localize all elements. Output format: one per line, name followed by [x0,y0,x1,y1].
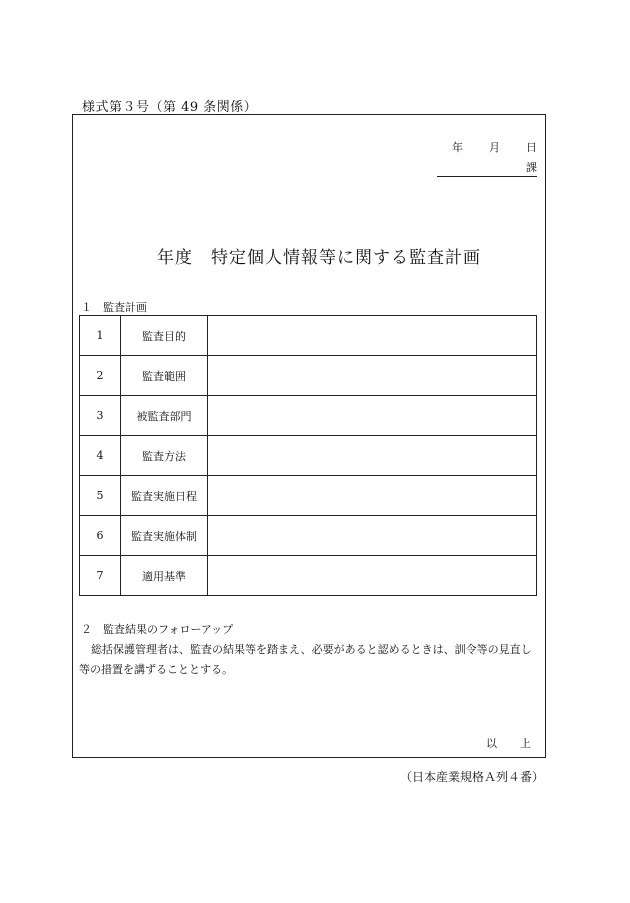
row-value [208,476,537,516]
form-label: 様式第３号（第 49 条関係） [82,100,258,115]
table-row [80,356,537,396]
row-item: 監査範囲 [121,356,208,396]
row-item: 適用基準 [121,556,208,596]
audit-plan-table [79,315,537,596]
closing-mark: 以 上 [486,737,537,750]
row-item: 被監査部門 [121,396,208,436]
table-row [80,556,537,596]
row-number: 4 [80,436,121,476]
row-number: 1 [80,316,121,356]
table-row [80,436,537,476]
paper-standard-note: （日本産業規格Ａ列４番） [399,770,544,784]
row-value [208,436,537,476]
row-number: 5 [80,476,121,516]
section2-heading: ２ 監査結果のフォローアップ [81,623,234,636]
table-row [80,476,537,516]
row-number: 6 [80,516,121,556]
row-number: 2 [80,356,121,396]
date-month-label: 月 [489,141,500,154]
form-frame [72,114,546,758]
document-title: 年度 特定個人情報等に関する監査計画 [157,248,481,268]
section2-body: 総括保護管理者は、監査の結果等を踏まえ、必要があると認めるときは、訓令等の見直し等の措置を講ずることとする。 [79,643,532,676]
row-item: 監査目的 [121,316,208,356]
row-number: 3 [80,396,121,436]
row-number: 7 [80,556,121,596]
date-line [452,139,537,155]
table-row [80,316,537,356]
section1-heading: １ 監査計画 [81,301,147,314]
row-value [208,516,537,556]
date-year-label: 年 [452,141,463,154]
table-row [80,516,537,556]
row-item: 監査実施体制 [121,516,208,556]
table-row [80,396,537,436]
section-label: 課 [437,159,537,177]
row-item: 監査方法 [121,436,208,476]
row-value [208,316,537,356]
row-value [208,556,537,596]
row-value [208,356,537,396]
row-value [208,396,537,436]
date-day-label: 日 [526,141,537,154]
row-item: 監査実施日程 [121,476,208,516]
